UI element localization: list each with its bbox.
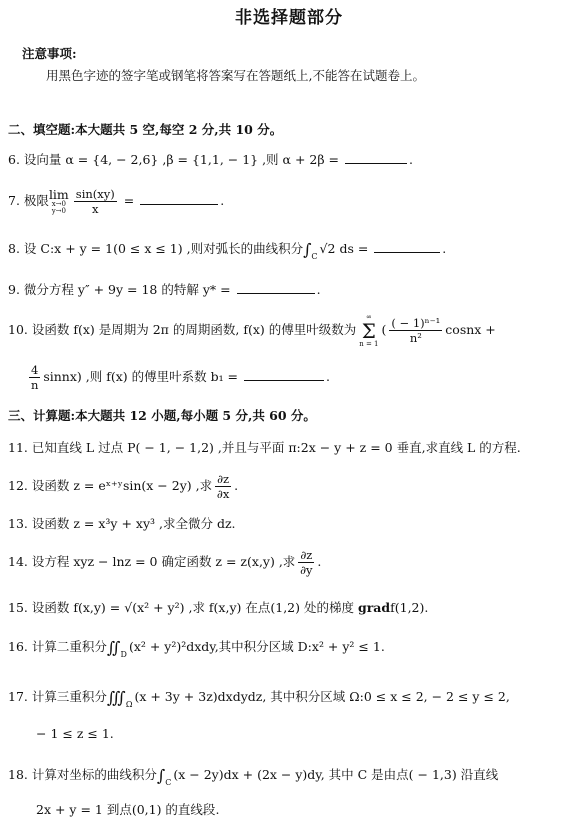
- question-end: .: [317, 554, 322, 569]
- lim-sub-x: x→0: [51, 199, 66, 208]
- question-17: [8, 688, 510, 713]
- answer-blank[interactable]: [374, 241, 440, 253]
- fraction-numerator: ( − 1)ⁿ⁻¹: [391, 316, 441, 330]
- question-number: 11.: [8, 440, 28, 455]
- question-11: [8, 440, 521, 456]
- question-text: 设向量 α = {4, − 2,6} ,β = {1,1, − 1} ,则 α + 2β =: [23, 152, 340, 167]
- question-text-cont: sinnx) ,则 f(x) 的傅里叶系数 b₁ =: [43, 369, 239, 384]
- question-number: 14.: [8, 554, 28, 569]
- question-text-cont: (x + 3y + 3z)dxdydz, 其中积分区域 Ω:0 ≤ x ≤ 2, − 2 ≤ y ≤ 2,: [134, 689, 510, 704]
- question-text: 设函数 f(x,y) = √(x² + y²) ,求 f(x,y) 在点(1,2) 处的梯度: [31, 600, 358, 615]
- question-number: 17.: [8, 689, 28, 704]
- question-number: 8.: [8, 241, 20, 256]
- question-number: 10.: [8, 322, 28, 337]
- question-end: .: [326, 369, 330, 384]
- fraction-numerator: ∂z: [217, 472, 230, 486]
- question-number: 13.: [8, 516, 28, 531]
- integrand: √2 ds =: [319, 241, 369, 256]
- question-text: 设 C:x + y = 1(0 ≤ x ≤ 1) ,则对弧长的曲线积分: [23, 241, 304, 256]
- question-18-line2: 2x + y = 1 到点(0,1) 的直线段.: [36, 802, 220, 817]
- answer-blank[interactable]: [345, 152, 407, 164]
- question-text-cont: (x − 2y)dx + (2x − y)dy, 其中 C 是由点( − 1,3) 沿直线: [173, 767, 499, 782]
- question-18: [8, 766, 498, 791]
- question-number: 9.: [8, 282, 20, 297]
- sum-lower-limit: n = 1: [359, 339, 379, 348]
- question-8: [8, 240, 446, 265]
- question-text: 设函数 z = eˣ⁺ʸsin(x − 2y) ,求: [31, 478, 213, 493]
- triple-integral-sign: ∭: [106, 688, 126, 707]
- integral-sign: ∫: [156, 766, 166, 785]
- answer-blank[interactable]: [237, 282, 315, 294]
- question-text: 计算对坐标的曲线积分: [31, 767, 157, 782]
- section2-header: 二、填空题:本大题共 5 空,每空 2 分,共 10 分。: [8, 122, 283, 137]
- question-text: 设方程 xyz − lnz = 0 确定函数 z = z(x,y) ,求: [31, 554, 296, 569]
- question-12: [8, 472, 238, 501]
- open-paren: (: [381, 322, 387, 337]
- question-text: 计算二重积分: [31, 639, 107, 654]
- question-13: [8, 516, 236, 532]
- question-text: 极限: [23, 193, 49, 208]
- fraction-numerator: ∂z: [300, 548, 313, 562]
- question-10: [8, 312, 496, 348]
- limit-expression: [48, 186, 69, 215]
- fraction-numerator: 4: [31, 363, 39, 377]
- question-9: [8, 282, 321, 298]
- question-16: [8, 638, 385, 663]
- integral-sign: ∫: [303, 240, 312, 259]
- notice-heading: 注意事项:: [22, 46, 77, 61]
- question-end: .: [409, 152, 413, 167]
- question-number: 6.: [8, 152, 20, 167]
- question-text: 已知直线 L 过点 P( − 1, − 1,2) ,并且与平面 π:2x − y + z = 0 垂直,求直线 L 的方程.: [31, 440, 521, 455]
- question-end: f(1,2).: [390, 600, 429, 615]
- question-end: .: [442, 241, 447, 256]
- question-text-cont: (x² + y²)²dxdy,其中积分区域 D:x² + y² ≤ 1.: [128, 639, 385, 654]
- answer-blank[interactable]: [140, 193, 218, 205]
- question-end: .: [234, 478, 239, 493]
- question-text-cont: cosnx +: [445, 322, 496, 337]
- question-14: [8, 548, 321, 577]
- lim-sub-y: y→0: [51, 206, 66, 215]
- question-end: .: [220, 193, 225, 208]
- integral-subscript: Ω: [125, 700, 133, 709]
- question-17-line2: − 1 ≤ z ≤ 1.: [36, 726, 114, 741]
- question-end: .: [316, 282, 321, 297]
- question-15: [8, 600, 428, 616]
- fraction: [74, 187, 117, 216]
- fraction-denominator: n²: [409, 331, 422, 345]
- sum-symbol: Σ: [361, 318, 376, 343]
- fraction-denominator: x: [92, 202, 99, 216]
- fraction: [29, 363, 40, 392]
- question-number: 15.: [8, 600, 28, 615]
- question-text: 微分方程 y″ + 9y = 18 的特解 y* =: [23, 282, 231, 297]
- partial-derivative: [298, 548, 314, 577]
- question-number: 12.: [8, 478, 28, 493]
- equals-sign: =: [123, 193, 135, 208]
- question-number: 18.: [8, 767, 28, 782]
- question-10-line2: [26, 362, 330, 392]
- summation: [359, 314, 378, 348]
- double-integral-sign: ∬: [106, 638, 121, 657]
- partial-derivative: [215, 472, 231, 501]
- fraction: [389, 316, 442, 345]
- integral-subscript: C: [311, 252, 318, 261]
- notice-body: 用黑色字迹的签字笔或钢笔将答案写在答题纸上,不能答在试题卷上。: [46, 68, 425, 83]
- answer-blank[interactable]: [244, 369, 324, 381]
- question-number: 7.: [8, 193, 20, 208]
- grad-operator: grad: [357, 600, 391, 615]
- question-6: [8, 152, 413, 168]
- sum-upper-limit: ∞: [365, 312, 372, 321]
- fraction-denominator: n: [30, 378, 39, 392]
- question-text: 设函数 f(x) 是周期为 2π 的周期函数, f(x) 的傅里叶级数为: [31, 322, 357, 337]
- section3-header: 三、计算题:本大题共 12 小题,每小题 5 分,共 60 分。: [8, 408, 316, 423]
- page-title: 非选择题部分: [235, 8, 343, 28]
- fraction-denominator: ∂y: [300, 563, 313, 577]
- fraction-denominator: ∂x: [216, 487, 230, 501]
- integral-subscript: D: [120, 650, 127, 659]
- integral-subscript: C: [165, 778, 172, 787]
- lim-label: lim: [48, 186, 69, 202]
- question-number: 16.: [8, 639, 28, 654]
- fraction-numerator: sin(xy): [75, 187, 115, 201]
- question-7: [8, 186, 224, 216]
- question-text: 计算三重积分: [31, 689, 107, 704]
- question-text: 设函数 z = x³y + xy³ ,求全微分 dz.: [31, 516, 236, 531]
